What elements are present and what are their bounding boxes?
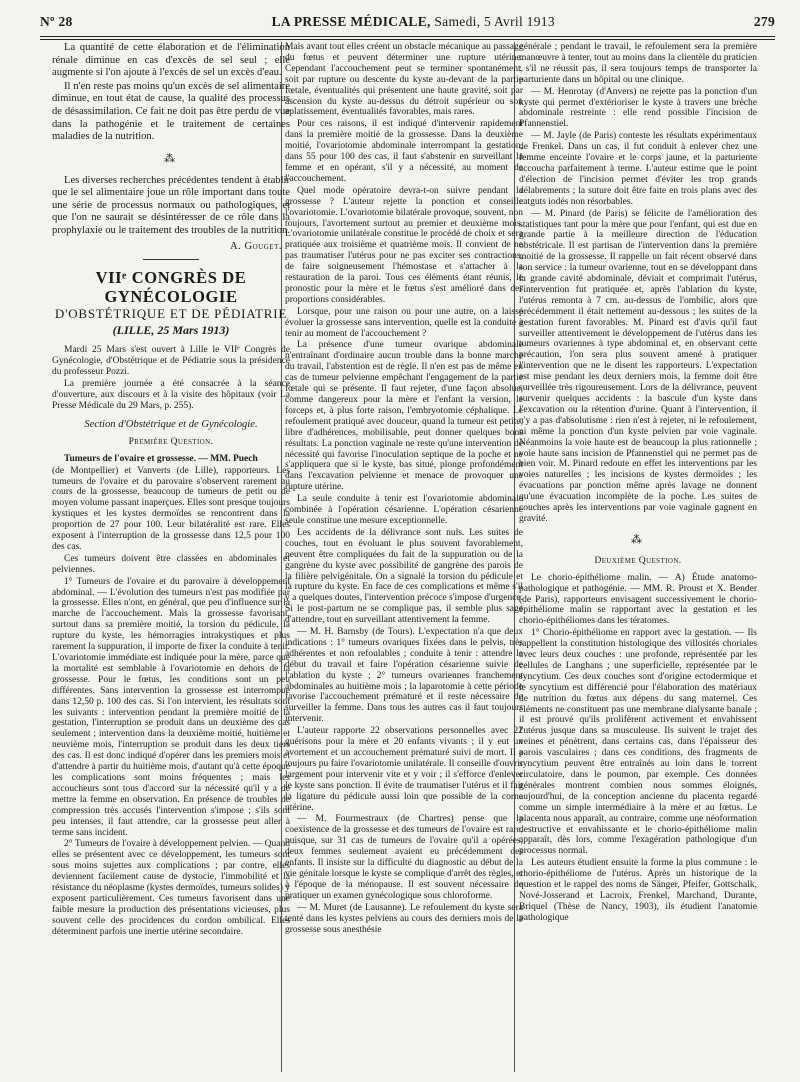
paragraph: 1° Chorio-épithéliome en rapport avec la gestation. — Ils rappellent la constitution histologique des villosités choriales avec leurs deux couches : une profonde, représentée par les cellules de Langhans ; une superficielle, représentée par le syncytium. Ces deux couches sont d'origine ectodermique et le syncytium est différencié pour l'élaboration des matériaux de nutrition du fœtus aux dépens du sang maternel. Ces éléments ne constituent pas une membrane dialysante banale ; il est prouvé qu'ils prolifèrent activement et envahissent l'utérus jusque dans sa musculeuse. Ils suivent le trajet des veines et pénètrent, dans certains cas, dans l'épaisseur des parois vasculaires ; dans ces conditions, des fragments de syncytium peuvent être entraînés au loin dans le torrent circulatoire, dans le poumon, par exemple. Ces données générales montrent combien nous sommes éloignés, aujourd'hui, de la conception ancienne du placenta regardé comme un simple intermédiaire à la mère et au fœtus. Le placenta nous apparaît, au contraire, comme une néoformation destructive et envahissante et le chorio-épithéliome malin apparaît, dès lors, comme l'exagération pathologique d'un processus normal. bbox=[519, 628, 757, 857]
asterism: ⁂ bbox=[164, 152, 178, 165]
journal-name: LA PRESSE MÉDICALE, bbox=[271, 14, 431, 29]
paragraph: L'auteur rapporte 22 observations personnelles avec 22 guérisons pour la mère et 20 enfants vivants ; il y eut un avortement et un accouchement prématuré suivi de mort. Il a toujours pu faire l'ovariotomie unilatérale. Il conseille d'ouvrir largement pour intervenir vite et y voir ; il s'efforce d'enlever le kyste sans ponction. Il évite de traumatiser l'utérus et il fait la ligature du pédicule aussi loin que possible de la corne utérine. bbox=[285, 726, 523, 813]
paragraph: Il n'en reste pas moins qu'un excès de sel alimentaire diminue, en tout état de cause, la qualité des processus de désassimilation. Ce fait ne doit pas être perdu de vue dans la pathogénie et le traitement de certaines maladies de la nutrition. bbox=[52, 80, 290, 143]
paragraph: La présence d'une tumeur ovarique abdominale n'entraînant d'ordinaire aucun trouble dans la bonne marche du travail, l'abstention est de règle. Il n'en est pas de même en cas de tumeur pelvienne empêchant l'engagement de la partie fœtale qui se présente. Il faut rejeter, d'une façon absolue, comme dangereux pour la mère et l'enfant la version, le forceps et, à plus forte raison, l'embryotomie céphalique. Le refoulement pratiqué avec douceur, quand la tumeur est petite, libre d'adhérences, mobilisable, peut donner quelques bons résultats. La ponction vaginale ne reste qu'une intervention de nécessité qui favorise l'inoculation septique de la poche et ne s'appliquera que si le kyste, bas situé, plonge profondément dans l'excavation pelvienne et menace de provoquer une rupture utérine. bbox=[285, 340, 523, 493]
column-2 bbox=[285, 42, 523, 1072]
signature-text: A. Gouget. bbox=[230, 240, 282, 252]
paragraph: — M. H. Barnsby (de Tours). L'expectation n'a que deux indications : 1° tumeurs ovariques fixées dans le pelvis, très adhérentes et non refoulables ; conduite à tenir : attendre le début du travail et faire l'opération césarienne suivie de l'ablation du kyste ; 2° tumeurs ovariennes franchement abdominales au huitième mois ; la laparotomie à cette période favorise l'accouchement prématuré et il reste nécessaire de surveiller la femme. Dans tous les autres cas il faut toujours intervenir. bbox=[285, 627, 523, 725]
paragraph: 2° Tumeurs de l'ovaire à développement pelvien. — Quand elles se présentent avec ce développement, les tumeurs sont sous moins sujettes aux complications ; par contre, elles deviennent facilement cause de dystocie, l'immobilité et la résistance du néoplasme (kystes dermoïdes, tumeurs solides) y exposent particulièrement. Ces tumeurs favorisent dans une faible mesure la production des présentations vicieuses, plus souvent celle des procidences du cordon ombilical. Elles déterminent parfois une inertie utérine secondaire. bbox=[52, 839, 290, 937]
author-signature bbox=[52, 242, 282, 253]
paragraph: Mardi 25 Mars s'est ouvert à Lille le VIIᵉ Congrès de Gynécologie, d'Obstétrique et de Pédiatrie sous la présidence du professeur Pozzi. bbox=[52, 345, 290, 378]
running-title bbox=[272, 14, 555, 30]
paragraph: Ces tumeurs doivent être classées en abdominales et pelviennes. bbox=[52, 553, 290, 575]
congress-place-date: (LILLE, 25 Mars 1913) bbox=[112, 322, 230, 337]
paragraph: La quantité de cette élaboration et de l'élimination rénale diminue en cas d'excès de sel seul ; elle augmente si l'on ajoute à l'excès de sel un excès d'eau. bbox=[52, 42, 290, 79]
congress-title: VIIᵉ CONGRÈS DE GYNÉCOLOGIE bbox=[95, 267, 247, 306]
paragraph: La première journée a été consacrée à la séance d'ouverture, aux discours et à la visite des hôpitaux (voir La Presse Médicale du 29 Mars, p. 255). bbox=[52, 379, 290, 411]
paragraph: Les accidents de la délivrance sont nuls. Les suites de couches, tout en évoluant le plus souvent favorablement, peuvent être compliquées du fait de la suppuration ou de la gangrène du kyste avec possibilité de gangrène des parois de la filière pelvigénitale. On a signalé la torsion du pédicule et la rupture du kyste. En face de ces complications et même s'il y a quelques doutes, l'intervention précoce s'impose d'urgence. Si le post-partum ne se complique pas, il semble plus sage d'attendre, tout en surveillant attentivement la femme. bbox=[285, 527, 523, 626]
paragraph-lead bbox=[52, 454, 290, 465]
page-number: 279 bbox=[753, 14, 775, 29]
paragraph: — M. Muret (de Lausanne). Le refoulement du kyste sera tenté dans les kystes pelviens au cours des derniers mois de la grossesse sous anesthésie bbox=[285, 902, 523, 935]
paragraph: — M. Pinard (de Paris) se félicite de l'amélioration des statistiques tant pour la mère que pour l'enfant, qui est due en grande partie à la meilleure direction de l'éducation obstétricale. Il est partisan de l'intervention dans la première moitié de la grossesse. Il rappelle un fait récent observé dans son service : la tumeur ovarienne, tout en se développant dans la grande cavité abdominale, déviait et comprimait l'utérus, l'intervention fut pratiquée et, après l'ablation du kyste, l'utérus remonta à 7 cm. au-dessus de l'ombilic, alors que précédemment il était nettement au-dessous ; les suites de la gestation furent favorables. M. Pinard est d'avis qu'il faut surveiller attentivement le développement de l'utérus dans les tumeurs ovariennes à type abdominal et, en observant cette précaution, l'on sera plus souvent amené à pratiquer l'intervention que ne le disent les rapporteurs. L'expectation est mise pendant les deux derniers mois, la femme doit être surveillée très rigoureusement. Lors de la délivrance, peuvent survenir quelques accidents : la bascule d'un kyste dans l'excavation ou la rétention d'urine. Quant à l'intervention, il n'y a pas d'absolutisme : rien n'est à rejeter, ni le refoulement, ni même la ponction d'un kyste pelvien par voie vaginale. Néanmoins la voie haute est de beaucoup la plus rationnelle ; voie haute sans incision de Pfannenstiel qui ne permet pas de bien voir. M. Pinard redoute en effet les interventions par les voies naturelles ; les incisions de kystes dermoïdes ; les évacuations par ponction même après lavage ne donnent qu'une évacuation incomplète de la poche. Les suites de couches après les interventions par voie vaginale gagnent en gravité. bbox=[519, 208, 757, 524]
question-heading: Première Question. bbox=[128, 436, 214, 447]
paragraph: 1° Tumeurs de l'ovaire et du parovaire à développement abdominal. — L'évolution des tumeurs n'est pas modifiée par la grossesse. Elles n'ont, en général, que peu d'influence sur la marche de l'accouchement. Mais la grossesse favorisant, surtout dans sa première moitié, la torsion du pédicule, la rupture du kyste, les hémorragies intrakystiques et plus rarement la suppuration, il importe de fixer la conduite à tenir. L'ovariotomie immédiate est indiquée pour la mère, parce que la mortalité est semblable à l'ovariotomie en dehors de la grossesse. Pour le fœtus, les conditions sont un peu différentes. Sans intervention la grossesse est interrompue dans 12,50 p. 100 des cas. Si l'on intervient, les résultats sont les suivants : intervention pendant la première moitié de la gestation, l'interruption se produit dans un deuxième des cas seulement ; intervention dans la deuxième moitié, huitième et neuvième mois, l'interruption se produit dans les deux tiers des cas. Il est donc indiqué d'opérer dans les premiers mois et d'attendre à partir du huitième mois, d'autant qu'à cette époque les complications sont moins fréquentes ; mais les accoucheurs sont tous d'accord sur la nécessité qu'il y a de mettre la femme en observation. En présence de troubles de compression très accusés l'intervention s'impose ; s'ils sont peu intenses, il faut attendre, car la grossesse peut aller à terme sans incident. bbox=[52, 576, 290, 838]
congress-subtitle: D'OBSTÉTRIQUE ET DE PÉDIATRIE bbox=[54, 305, 288, 321]
paragraph: La seule conduite à tenir est l'ovariotomie abdominale combinée à l'opération césarienne. L'opération césarienne seule constitue une mesure exceptionnelle. bbox=[285, 494, 523, 526]
paragraph: (de Montpellier) et Vanverts (de Lille), rapporteurs. Les tumeurs de l'ovaire et du parovaire s'observent rarement au cours de la grossesse, beaucoup de tumeurs de petit ou de moyen volume passant inaperçues. Elles sont presque toujours kystiques et les kystes dermoïdes se rencontrent dans la proportion de 27 pour 100. Leur bilatéralité est rare. Elles exposent à l'interruption de la grossesse dans 12,5 pour 100 des cas. bbox=[52, 465, 290, 552]
paragraph: Les diverses recherches précédentes tendent à établir que le sel alimentaire joue un rôle important dans toute une série de processus normaux ou pathologiques, et que l'on ne saurait se désintéresser de ce rôle dans la prophylaxie ou le traitement des troubles de la nutrition. bbox=[52, 174, 290, 237]
column-1 bbox=[52, 42, 290, 1072]
section-divider bbox=[143, 259, 199, 260]
paragraph: Quel mode opératoire devra-t-on suivre pendant la grossesse ? L'auteur rejette la ponction et conseille l'ovariotomie. L'ovariotomie bilatérale provoque, souvent, non toujours, l'avortement surtout au premier et deuxième mois. L'ovariotomie unilatérale constitue le procédé de choix et sera pratiquée aux troisième et quatrième mois. Il convient de ne pas traumatiser l'utérus pour ne pas exciter ses contractions, de faire soigneusement l'hémostase et s'attacher à la restauration de la paroi. Tous ces éléments étant réunis, le pronostic pour la mère et le fœtus s'est amélioré dans des proportions considérables. bbox=[285, 185, 523, 305]
header-rule bbox=[40, 36, 775, 37]
section-heading: Section d'Obstétrique et de Gynécologie. bbox=[84, 418, 258, 430]
header-rule-double bbox=[40, 39, 775, 40]
paragraph-lead bbox=[519, 573, 757, 628]
paragraph: Pour ces raisons, il est indiqué d'intervenir rapidement dans la première moitié de la grossesse. Dans la deuxième moitié, l'ovariotomie abdominale interrompant la gestation, dans 55 pour 100 des cas, il faut s'abstenir en surveillant la femme et en opérant, s'il y a nécessité, au moment de l'accouchement. bbox=[285, 119, 523, 184]
paragraph: Les auteurs étudient ensuite la forme la plus commune : le chorio-épithéliome de l'utérus. Après un historique de la question et le rappel des noms de Sänger, Pfeifer, Gottschalk, Nové-Josserand et Lacroix, Frenkel, Marchand, Durante, Briquel (Thèse de Nancy, 1903), ils étudient l'anatomie pathologique bbox=[519, 858, 757, 923]
paragraph: — M. Jayle (de Paris) conteste les résultats expérimentaux de Frenkel. Dans un cas, il fut conduit à enlever chez une femme enceinte l'ovaire et le corps jaune, et la parturiente accoucha parfaitement à terme. L'auteur estime que le point d'élection de l'incision permet d'éviter les trop grands délabrements ; la suture doit être faite en trois plans avec des catguts iodés non résorbables. bbox=[519, 131, 757, 207]
paragraph: Lorsque, pour une raison ou pour une autre, on a laissé évoluer la grossesse sans intervention, quelle est la conduite à tenir au moment de l'accouchement ? bbox=[285, 306, 523, 339]
paragraph: — M. Henrotay (d'Anvers) ne rejette pas la ponction d'un kyste qui permet d'extérioriser le kyste à travers une brèche abdominale restreinte : elle rend possible l'incision de Pfannenstiel. bbox=[519, 86, 757, 130]
topic-title: Tumeurs de l'ovaire et grossesse. — MM. Puech bbox=[64, 453, 258, 464]
paragraph: — M. Fourmestraux (de Chartres) pense que la coexistence de la grossesse et des tumeurs de l'ovaire est rare, puisque, sur 31 cas de tumeurs de l'ovaire qu'il a opérées, deux femmes seulement avaient eu précédemment des enfants. Il insiste sur la difficulté du diagnostic au début de la vie génitale lorsque le kyste se complique d'arrêt des règles, et à l'époque de la ménopause. Il est souvent nécessaire de pratiquer un examen gynécologique sous chloroforme. bbox=[285, 814, 523, 901]
question-heading: Deuxième Question. bbox=[594, 555, 682, 566]
issue-number: Nº 28 bbox=[40, 14, 73, 29]
paragraph: Mais avant tout elles créent un obstacle mécanique au passage du fœtus et peuvent déterminer une rupture utérine. Cependant l'accouchement peut se terminer spontanément, soit par rupture ou descente du kyste au-devant de la partie fœtale, éventualités qui présentent une haute gravité, soit par ascension du kyste au-dessus du détroit supérieur ou son aplatissement, éventualités favorables, mais rares. bbox=[285, 42, 523, 118]
topic-paragraph: Le chorio-épithéliome malin. — A) Étude anatomo-pathologique et pathogénie. — MM. R. Proust et X. Bender (de Paris), rapporteurs envisagent successivement le chorio-épithéliome malin se rapportant avec la gestation et les chorio-épithéliomes dans les tératomes. bbox=[519, 572, 757, 627]
column-3 bbox=[519, 42, 757, 1072]
page-header bbox=[40, 14, 775, 34]
issue-date: Samedi, 5 Avril 1913 bbox=[434, 14, 555, 29]
paragraph: générale ; pendant le travail, le refoulement sera la première manœuvre à tenter, tout au moins dans la clientèle du praticien : s'il ne réussit pas, il sera toujours temps de transporter la parturiente dans un hôpital ou une clinique. bbox=[519, 42, 757, 85]
asterism: ⁂ bbox=[631, 533, 645, 546]
